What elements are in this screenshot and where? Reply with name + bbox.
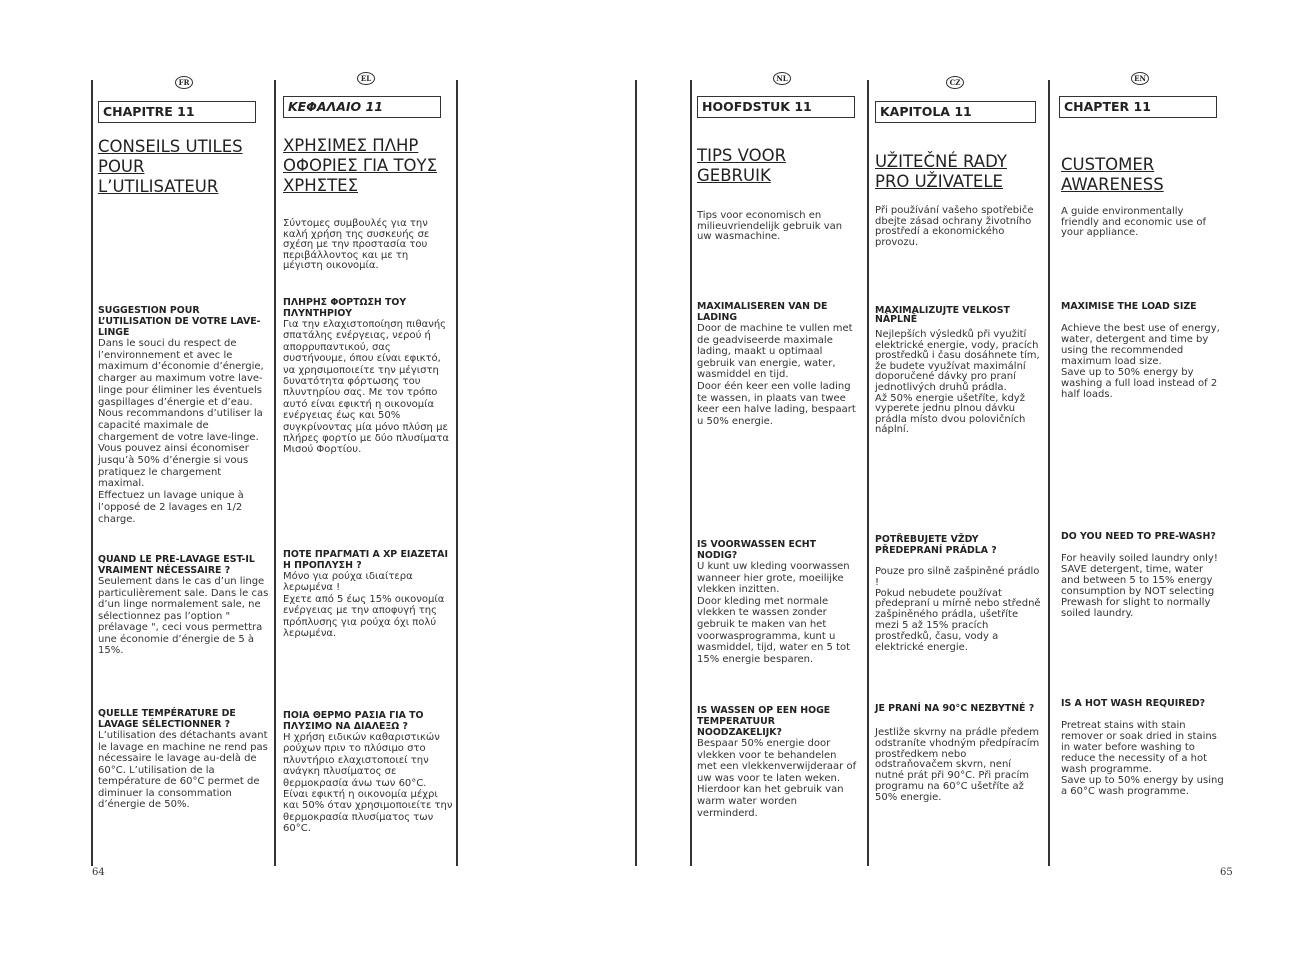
tip-body: Pretreat stains with stain remover or soak dried in stains in water before washing to reduce the necessity of a hot wash programme. Save up to 50% energy by using a 60°C wash programme.: [1061, 720, 1224, 797]
language-badge-en: EN: [1131, 72, 1149, 85]
page-number-left: 64: [92, 867, 105, 878]
tip-body: Μόνο για ρούχα ιδιαίτερα λερωμένα ! Εχετε από 5 έως 15% οικονομία ενέργειας με την αποφυγή της πρόπλυσης για ρούχα όχι πολύ λερωμένα.: [283, 571, 445, 640]
tip-heading: DO YOU NEED TO PRE-WASH?: [1061, 531, 1216, 542]
column-divider: [1048, 80, 1050, 866]
tip-body: Η χρήση ειδικών καθαριστικών ρούχων πριν το πλύσιμο στο πλυντήριο ελαχιστοποιεί την ανάγκη πλυσίματος σε θερμοκρασία άνω των 60°C. Είναι εφικτή η οικονομία μέχρι και 50% όταν χρησιμοποιείτε την θερμοκρασία πλυσίματος των 60°C.: [283, 732, 453, 835]
tip-body: For heavily soiled laundry only! SAVE detergent, time, water and between 5 to 15% energy consumption by NOT selecting Prewash for slight to normally soiled laundry.: [1061, 553, 1218, 619]
tip-body: Door de machine te vullen met de geadviseerde maximale lading, maakt u optimaal gebruik van energie, water, wasmiddel en tijd. Door één keer een volle lading te wassen, in plaats van twee keer een halve lading, bespaart u 50% energie.: [697, 323, 856, 427]
tip-section-cz-1: [875, 306, 1041, 436]
tip-heading: MAXIMALISEREN VAN DE LADING: [697, 301, 828, 323]
tip-body: Pouze pro silně zašpiněné prádlo ! Pokud nebudete používat předepraní u mírně nebo středně zašpiněného prádla, ušetříte mezi 5 až 15% pracích prostředků, času, vody a elektrické energie.: [875, 566, 1041, 653]
chapter-heading-cz: KAPITOLA 11: [875, 101, 1036, 123]
chapter-heading-el: ΚΕΦΑΛΑΙΟ 11: [283, 96, 441, 118]
column-divider: [456, 80, 458, 866]
tip-section-el-2: [283, 549, 453, 639]
tip-heading: ΠΛΗΡΗΣ ΦΟΡΤΩΣΗ ΤΟΥ ΠΛΥΝΤΗΡΙΟΥ: [283, 297, 407, 319]
language-badge-nl: NL: [773, 72, 791, 85]
tip-section-en-1: [1061, 301, 1225, 400]
chapter-heading-nl: HOOFDSTUK 11: [697, 96, 855, 118]
tip-heading: IS A HOT WASH REQUIRED?: [1061, 698, 1206, 709]
section-title-el: ΧΡΗΣΙΜΕΣ ΠΛΗΡ ΟΦΟΡΙΕΣ ΓΙΑ ΤΟΥΣ ΧΡΗΣΤΕΣ: [283, 136, 438, 195]
tip-body: Seulement dans le cas d’un linge particulièrement sale. Dans le cas d’un linge normalement sale, ne sélectionnez pas l’option " prélavage ", ceci vous permettra une économie d’énergie de 5 à 15%.: [98, 576, 269, 656]
tip-section-en-2: [1061, 531, 1225, 619]
tip-section-el-3: [283, 710, 453, 835]
tip-section-nl-2: [697, 539, 859, 665]
tip-heading: SUGGESTION POUR L’UTILISATION DE VOTRE LAVE-LINGE: [98, 305, 261, 338]
chapter-heading-en: CHAPTER 11: [1059, 96, 1217, 118]
tip-section-nl-1: [697, 301, 859, 427]
tip-heading: POTŘEBUJETE VŽDY PŘEDEPRANÍ PRÁDLA ?: [875, 534, 997, 556]
section-title-cz: UŽITEČNÉ RADY PRO UŽIVATELE: [875, 152, 1007, 191]
column-divider: [274, 80, 276, 866]
language-badge-cz: CZ: [946, 76, 964, 89]
tip-section-cz-3: [875, 703, 1041, 804]
tip-body: Για την ελαχιστοποίηση πιθανής σπατάλης ενέργειας, νερού ή απορρυπαντικού, σας συστήνουμε, όπου είναι εφικτό, να χρησιμοποιείτε την μέγιστη δυνατότητα φόρτωσης του πλυντηρίου σας. Με τον τρόπο αυτό είναι εφικτή η οικονομία ενέργειας έως και 50% συγκρίνοντας μία μόνο πλύση με πλήρες φορτίο με δύο πλυσίματα Μισού Φορτίου.: [283, 319, 450, 456]
tip-heading: QUELLE TEMPÉRATURE DE LAVAGE SÉLECTIONNER ?: [98, 708, 236, 730]
section-title-fr: CONSEILS UTILES POUR L’UTILISATEUR: [98, 137, 243, 196]
tip-section-en-3: [1061, 698, 1225, 797]
tip-body: L’utilisation des détachants avant le lavage en machine ne rend pas nécessaire le lavage au-delà de 60°C. L’utilisation de la température de 60°C permet de diminuer la consommation d’énergie de 50%.: [98, 730, 268, 810]
section-title-en: CUSTOMER AWARENESS: [1061, 155, 1164, 194]
tip-heading: MAXIMISE THE LOAD SIZE: [1061, 301, 1197, 312]
tip-body: Achieve the best use of energy, water, detergent and time by using the recommended maximum load size. Save up to 50% energy by washing a full load instead of 2 half loads.: [1061, 323, 1220, 400]
column-divider: [690, 80, 692, 866]
tip-section-fr-3: [98, 708, 270, 811]
page-number-right: 65: [1220, 867, 1233, 878]
tip-body: U kunt uw kleding voorwassen wanneer hier grote, moeilijke vlekken inzitten. Door kleding met normale vlekken te wassen zonder gebruik te maken van het voorwasprogramma, kunt u wasmiddel, tijd, water en 5 tot 15% energie besparen.: [697, 561, 851, 665]
tip-body: Nejlepších výsledků při využití elektrické energie, vody, pracích prostředků i času dosáhnete tím, že budete využívat maximální doporučené dávky pro praní jednotlivých druhů prádla. Až 50% energie ušetříte, když vyperete jednu plnou dávku prádla místo dvou polovičních náplní.: [875, 329, 1040, 436]
tip-body: Dans le souci du respect de l’environnement et avec le maximum d’économie d’énergie, charger au maximum votre lave-linge pour éliminer les éventuels gaspillages d’énergie et d’eau. Nous recommandons d’utiliser la capacité maximale de chargement de votre lave-linge. Vous pouvez ainsi économiser jusqu’à 50% d’énergie si vous pratiquez le chargement maximal. Effectuez un lavage unique à l’opposé de 2 lavages en 1/2 charge.: [98, 338, 264, 525]
intro-text-el: Σύντομες συμβουλές για την καλή χρήση της συσκευής σε σχέση με την προστασία του περιβάλλοντος και με τη μέγιστη οικονομία.: [283, 218, 430, 272]
tip-heading: ΠΟΤΕ ΠΡΑΓΜΑΤΙ Α ΧΡ ΕΙΑΖΕΤΑΙ Η ΠΡΟΠΛΥΣΗ ?: [283, 549, 448, 571]
language-badge-fr: FR: [175, 76, 193, 89]
language-badge-el: EL: [357, 72, 375, 85]
tip-heading: JE PRANÍ NA 90°C NEZBYTNÉ ?: [875, 703, 1035, 714]
intro-text-cz: Při používání vašeho spotřebiče dbejte zásad ochrany životního prostředí a ekonomického provozu.: [875, 205, 1034, 248]
tip-section-fr-2: [98, 554, 270, 657]
chapter-heading-fr: CHAPITRE 11: [98, 101, 256, 123]
intro-text-nl: Tips voor economisch en milieuvriendelijk gebruik van uw wasmachine.: [697, 210, 843, 243]
column-divider: [91, 80, 93, 866]
tip-body: Bespaar 50% energie door vlekken voor te behandelen met een vlekkenverwijderaar of uw was voor te laten weken. Hierdoor kan het gebruik van warm water worden verminderd.: [697, 738, 857, 819]
tip-heading: ΠΟΙΑ ΘΕΡΜΟ ΡΑΣΙΑ ΓΙΑ ΤΟ ΠΛΥΣΙΜΟ ΝΑ ΔΙΑΛΕΞΩ ?: [283, 710, 424, 732]
tip-heading: IS WASSEN OP EEN HOGE TEMPERATUUR NOODZAKELIJK?: [697, 705, 831, 738]
column-divider: [635, 80, 637, 866]
tip-section-el-1: [283, 297, 453, 456]
tip-heading: IS VOORWASSEN ECHT NODIG?: [697, 539, 817, 561]
tip-section-cz-2: [875, 534, 1041, 653]
tip-section-fr-1: [98, 305, 270, 525]
column-divider: [867, 80, 869, 866]
tip-body: Jestliže skvrny na prádle předem odstraníte vhodným předpíracím prostředkem nebo odstraňovačem skvrn, není nutné prát při 90°C. Při pracím programu na 60°C ušetříte až 50% energie.: [875, 727, 1040, 803]
intro-text-en: A guide environmentally friendly and economic use of your appliance.: [1061, 206, 1207, 239]
section-title-nl: TIPS VOOR GEBRUIK: [697, 146, 787, 185]
tip-heading: QUAND LE PRE-LAVAGE EST-IL VRAIMENT NÉCESSAIRE ?: [98, 554, 255, 576]
tip-section-nl-3: [697, 705, 859, 819]
tip-heading: MAXIMALIZUJTE VELKOST NÁPLNĚ: [875, 305, 1010, 325]
